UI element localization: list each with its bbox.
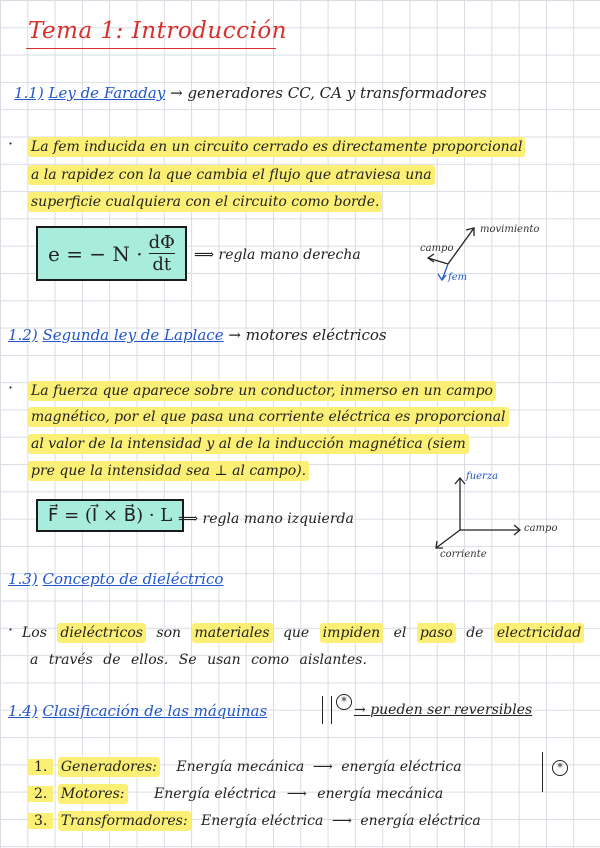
label-corriente: corriente [440, 549, 487, 560]
label-fuerza: fuerza [466, 471, 499, 482]
side-note-mark: * [552, 760, 568, 776]
bullet: · [8, 134, 14, 153]
double-bar [322, 696, 332, 724]
formula-fraction: $\frac{d\Phi}{dt}$ [148, 232, 175, 275]
paragraph-line: a la rapidez con la que cambia el flujo que atraviesa una [28, 162, 435, 188]
label-fem: fem [448, 272, 468, 283]
paragraph-line: al valor de la intensidad y al de la inducción magnética (siem [28, 431, 469, 457]
paragraph-line: a través de ellos. Se usan como aislantes. [30, 652, 367, 668]
section-4-heading [8, 702, 267, 720]
note-reversible: → pueden ser reversibles [354, 702, 533, 718]
label-campo: campo [420, 243, 454, 254]
section-3-number: 1.3) [8, 570, 38, 588]
section-1-number: 1.1) [14, 84, 44, 102]
side-bar [542, 752, 543, 792]
section-4-number: 1.4) [8, 702, 38, 720]
section-4-title: Clasificación de las máquinas [42, 702, 268, 720]
paragraph-line: La fem inducida en un circuito cerrado es directamente proporcional [28, 134, 525, 160]
section-1-title: Ley de Faraday [48, 84, 166, 102]
laplace-formula-box [36, 499, 184, 532]
section-2-title: Segunda ley de Laplace [42, 326, 224, 344]
paragraph-line: pre que la intensidad sea ⊥ al campo). [28, 458, 309, 484]
label-campo-2: campo [524, 523, 558, 534]
rule-left-hand: ⟹ regla mano izquierda [178, 511, 354, 527]
title-underline [26, 48, 276, 49]
formula-left: e = − N · [48, 241, 143, 266]
bullet: · [8, 378, 14, 397]
paragraph-line: La fuerza que aparece sobre un conductor, inmerso en un campo [28, 378, 496, 404]
section-3-title: Concepto de dieléctrico [42, 570, 224, 588]
label-movimiento: movimiento [480, 224, 540, 235]
paragraph-line: superficie cualquiera con el circuito como borde. [28, 189, 382, 215]
paragraph-line: Los dieléctricos son materiales que impiden el paso de electricidad [22, 620, 584, 646]
page-title: Tema 1: Introducción [28, 18, 287, 44]
section-1-tail: generadores CC, CA y transformadores [187, 84, 487, 102]
paragraph-line: magnético, por el que pasa una corriente eléctrica es proporcional [28, 404, 509, 430]
section-3-heading [8, 570, 223, 588]
formula-laplace: F⃗ = (I⃗ × B⃗) · L [48, 505, 173, 526]
bullet: · [8, 620, 14, 639]
faraday-formula-box [36, 226, 187, 281]
note-mark: * [336, 694, 352, 710]
section-1-arrow: → [170, 84, 183, 102]
section-2-arrow: → [228, 326, 241, 344]
section-2-heading [8, 326, 387, 344]
section-2-number: 1.2) [8, 326, 38, 344]
machine-list-item: 2. Motores: Energía eléctrica ⟶ energía mecánica [28, 781, 443, 807]
machine-list-item: 1. Generadores: Energía mecánica ⟶ energía eléctrica [28, 754, 462, 780]
section-2-tail: motores eléctricos [245, 326, 387, 344]
section-1-heading [14, 84, 487, 102]
rule-right-hand: ⟹ regla mano derecha [194, 247, 361, 263]
machine-list-item: 3. Transformadores: Energía eléctrica ⟶ energía eléctrica [28, 808, 481, 834]
